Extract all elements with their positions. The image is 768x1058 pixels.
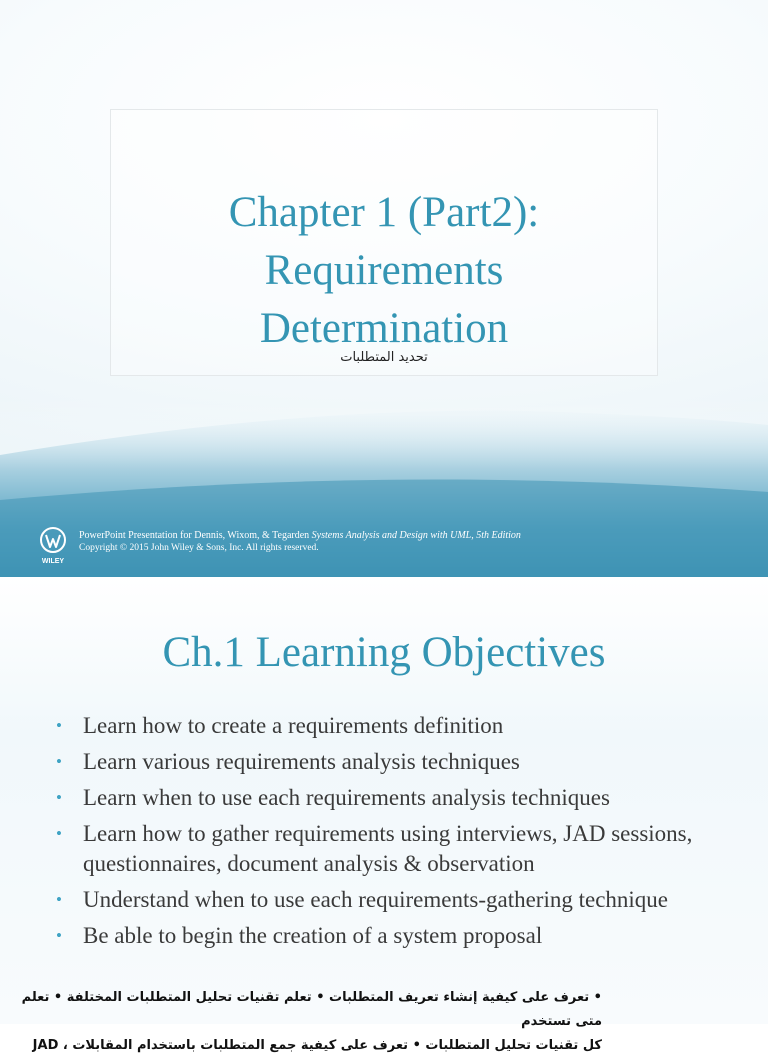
- wiley-logo-text: WILEY: [41, 558, 65, 565]
- bullet-icon: •: [56, 716, 62, 735]
- list-item: [56, 885, 756, 915]
- arabic-objectives: [2, 986, 602, 1058]
- list-item: [56, 783, 756, 813]
- slide-footer: [38, 525, 738, 565]
- wiley-logo-icon: [38, 525, 70, 565]
- list-item-text: Learn when to use each requirements analysis techniques: [83, 785, 610, 810]
- footer-book-title: Systems Analysis and Design with UML, 5th Edition: [311, 530, 521, 541]
- list-item-text: Learn how to gather requirements using interviews, JAD sessions, questionnaires, document analysis & observation: [83, 821, 693, 876]
- arabic-line-2: كل تقنيات تحليل المتطلبات • تعرف على كيفية جمع المتطلبات باستخدام المقابلات ، JAD: [32, 1038, 602, 1053]
- list-item: [56, 747, 756, 777]
- footer-line-1: [79, 530, 521, 541]
- title-line-2: Requirements: [264, 247, 504, 294]
- bullet-icon: •: [56, 890, 62, 909]
- list-item-text: Be able to begin the creation of a system proposal: [83, 923, 543, 948]
- title-line-3: Determination: [259, 305, 509, 352]
- objectives-list: [56, 711, 756, 957]
- footer-copyright: Copyright © 2015 John Wiley & Sons, Inc. All rights reserved.: [79, 543, 319, 553]
- footer-presentation-text: PowerPoint Presentation for Dennis, Wixom, & Tegarden: [79, 530, 312, 541]
- list-item-text: Learn how to create a requirements definition: [83, 713, 504, 738]
- bullet-icon: •: [56, 752, 62, 771]
- title-placeholder: [110, 109, 658, 376]
- bullet-icon: •: [56, 788, 62, 807]
- list-item-text: Understand when to use each requirements-gathering technique: [83, 887, 669, 912]
- list-item: [56, 711, 756, 741]
- title-line-1: Chapter 1 (Part2):: [228, 189, 540, 236]
- bullet-icon: •: [56, 824, 62, 843]
- list-item: [56, 921, 756, 951]
- objectives-title: Ch.1 Learning Objectives: [162, 629, 606, 676]
- slide-title: [111, 184, 657, 358]
- subtitle-arabic: تحديد المتطلبات: [340, 350, 428, 365]
- bullet-icon: •: [56, 926, 62, 945]
- arabic-line-1: • تعرف على كيفية إنشاء تعريف المتطلبات • تعلم تقنيات تحليل المتطلبات المختلفة • تعلم متى تستخدم: [21, 990, 602, 1029]
- objectives-slide: [0, 577, 768, 1053]
- list-item-text: Learn various requirements analysis techniques: [83, 749, 520, 774]
- list-item: [56, 819, 756, 879]
